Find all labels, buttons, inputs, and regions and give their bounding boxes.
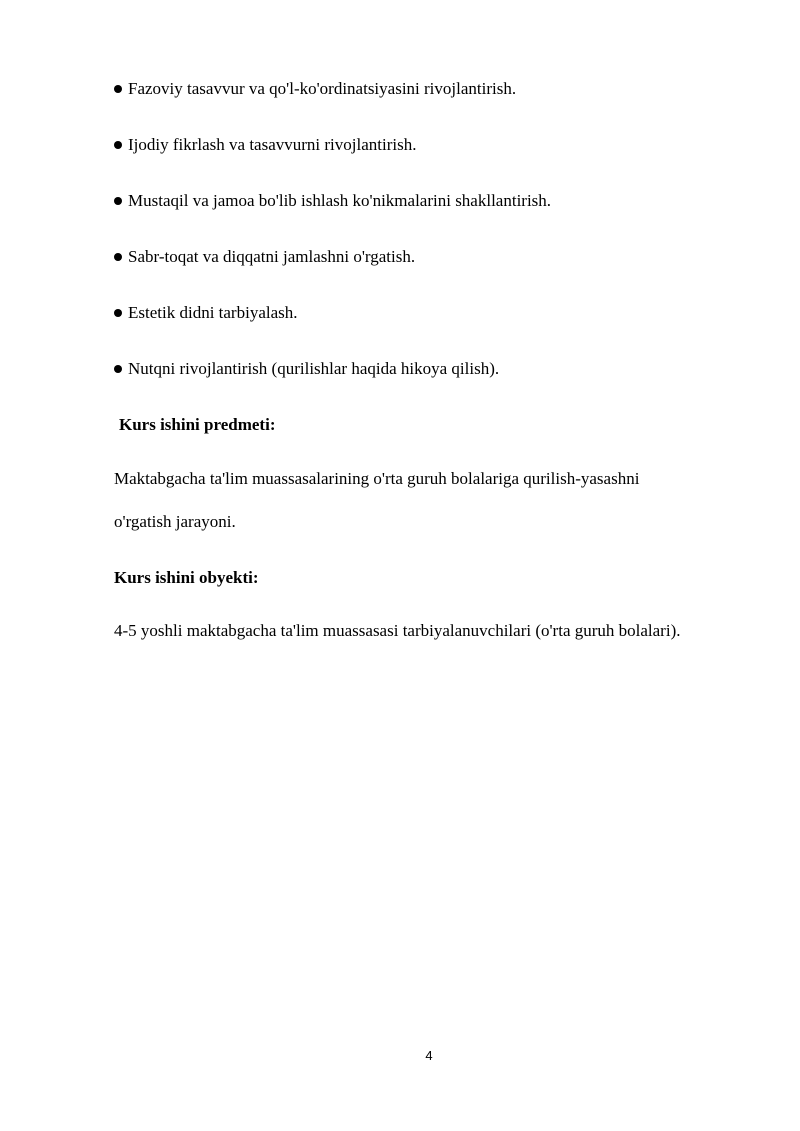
list-item [114, 244, 774, 300]
bullet-icon [114, 253, 122, 261]
subject-heading: Kurs ishini predmeti: [119, 415, 276, 434]
object-heading: Kurs ishini obyekti: [114, 568, 259, 587]
list-item-text: Nutqni rivojlantirish (qurilishlar haqida hikoya qilish). [128, 359, 500, 378]
object-text: 4-5 yoshli maktabgacha ta'lim muassasasi tarbiyalanuvchilari (o'rta guruh bolalari). [114, 621, 681, 640]
subject-text-line-2: o'rgatish jarayoni. [114, 512, 236, 531]
bullet-icon [114, 141, 122, 149]
list-item [114, 132, 774, 188]
subject-text-line-1: Maktabgacha ta'lim muassasalarining o'rta guruh bolalariga qurilish-yasashni [114, 469, 640, 488]
list-item-text: Estetik didni tarbiyalash. [128, 303, 298, 322]
bullet-icon [114, 197, 122, 205]
list-item-text: Mustaqil va jamoa bo'lib ishlash ko'nikmalarini shakllantirish. [128, 191, 552, 210]
page-number: 4 [425, 1048, 433, 1063]
bullet-icon [114, 365, 122, 373]
goals-bullet-list [114, 76, 774, 412]
list-item [114, 188, 774, 244]
list-item-text: Fazoviy tasavvur va qo'l-ko'ordinatsiyasini rivojlantirish. [128, 79, 517, 98]
list-item-text: Sabr-toqat va diqqatni jamlashni o'rgatish. [128, 247, 416, 266]
list-item [114, 76, 774, 132]
bullet-icon [114, 85, 122, 93]
list-item-text: Ijodiy fikrlash va tasavvurni rivojlantirish. [128, 135, 417, 154]
bullet-icon [114, 309, 122, 317]
list-item [114, 356, 774, 412]
list-item [114, 300, 774, 356]
